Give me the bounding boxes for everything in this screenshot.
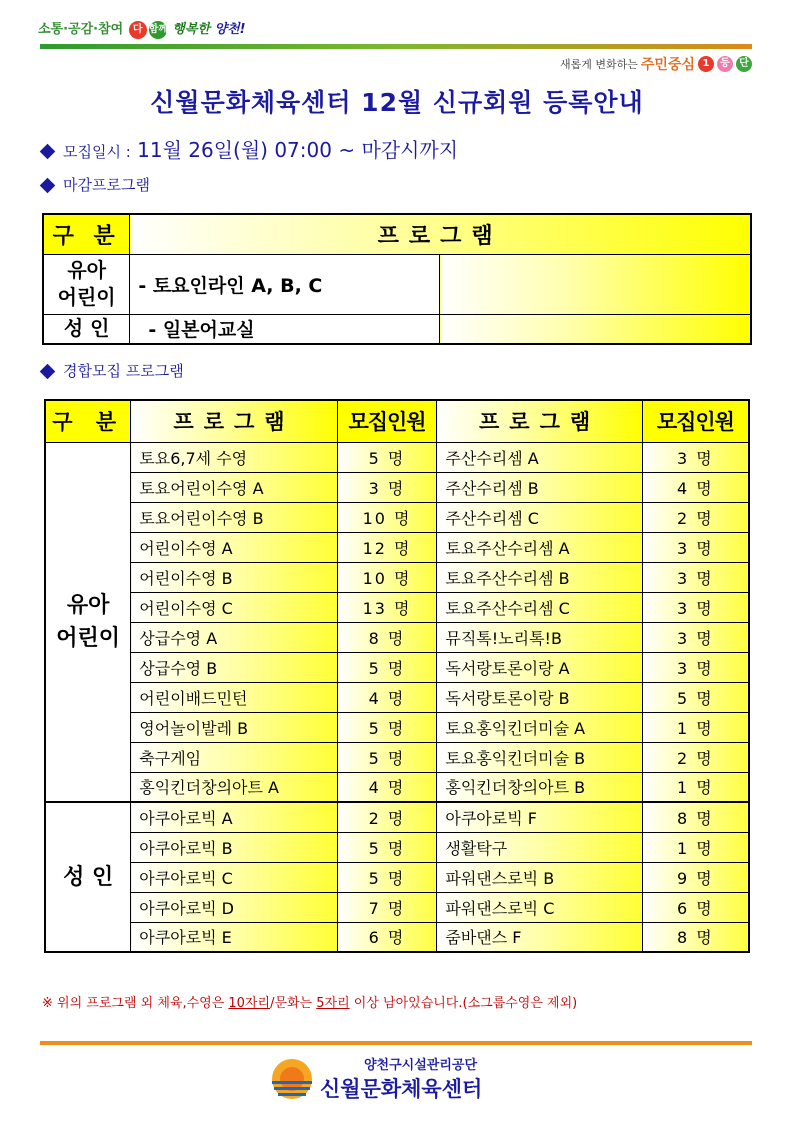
footer-org-name: 양천구시설관리공단	[364, 1058, 478, 1073]
table-row	[45, 652, 749, 682]
count-cell-right: 2 명	[642, 742, 749, 772]
count-cell-right: 3 명	[642, 562, 749, 592]
table-row	[45, 892, 749, 922]
program-cell-right: 토요홍익킨더미술 A	[437, 712, 642, 742]
program-cell-left: 토요6,7세 수영	[131, 442, 337, 472]
table-row	[45, 712, 749, 742]
motto-circle-1: 1	[698, 56, 714, 72]
count-cell-left: 5 명	[337, 832, 437, 862]
count-cell-right: 2 명	[642, 502, 749, 532]
count-cell-left: 5 명	[337, 442, 437, 472]
slogan-badge-da: 다	[129, 21, 147, 39]
count-cell-right: 1 명	[642, 772, 749, 802]
motto-small: 새롭게 변화하는	[560, 58, 638, 71]
footer-logo-block	[270, 1054, 482, 1103]
slogan-end: 양천!	[214, 22, 246, 37]
closed-programs-table	[42, 213, 752, 345]
program-cell-left: 토요어린이수영 B	[131, 502, 337, 532]
compete-programs-label: 경합모집 프로그램	[63, 362, 184, 380]
program-cell-right: 홍익킨더창의아트 B	[437, 772, 642, 802]
count-cell-left: 4 명	[337, 682, 437, 712]
category-line: 성 인	[63, 864, 114, 890]
count-cell-right: 9 명	[642, 862, 749, 892]
program-cell-right: 토요홍익킨더미술 B	[437, 742, 642, 772]
slogan-prefix: 소통·공감·참여	[38, 22, 124, 37]
program-cell-left: 어린이배드민턴	[131, 682, 337, 712]
program-cell-left: 영어놀이발레 B	[131, 712, 337, 742]
count-cell-left: 2 명	[337, 802, 437, 832]
program-cell-left: 아쿠아로빅 E	[131, 922, 337, 952]
recruit-date-value: 11월 26일(월) 07:00 ~ 마감시까지	[137, 138, 459, 162]
category-line: 유아	[67, 258, 106, 282]
count-cell-left: 10 명	[337, 502, 437, 532]
table-row	[45, 772, 749, 802]
category-line: 유아	[66, 592, 110, 618]
program-cell-right: 줌바댄스 F	[437, 922, 642, 952]
count-cell-right: 8 명	[642, 802, 749, 832]
recruit-date-label: 모집일시 :	[63, 143, 131, 161]
count-cell-left: 8 명	[337, 622, 437, 652]
program-cell-right: 독서랑토론이랑 A	[437, 652, 642, 682]
program-cell-left: 어린이수영 A	[131, 532, 337, 562]
program-cell-left: 아쿠아로빅 C	[131, 862, 337, 892]
program-cell-left: 상급수영 B	[131, 652, 337, 682]
table-row	[45, 802, 749, 832]
table-header-row	[43, 214, 751, 254]
table-row	[45, 682, 749, 712]
header-count-right: 모집인원	[642, 400, 749, 442]
category-line: 어린이	[56, 625, 121, 651]
footnote	[42, 992, 577, 1011]
count-cell-left: 3 명	[337, 472, 437, 502]
table-row	[45, 472, 749, 502]
category-line: 어린이	[57, 285, 116, 309]
count-cell-left: 6 명	[337, 922, 437, 952]
footer-rule	[40, 1041, 752, 1045]
count-cell-right: 1 명	[642, 712, 749, 742]
category-cell	[43, 254, 130, 314]
program-cell-right: 파워댄스로빅 C	[437, 892, 642, 922]
header-category: 구 분	[43, 214, 130, 254]
header-slogan	[38, 18, 246, 39]
category-cell: 성 인	[43, 314, 130, 344]
table-header-row	[45, 400, 749, 442]
count-cell-right: 6 명	[642, 892, 749, 922]
footnote-sports-count: 10자리	[228, 996, 271, 1011]
count-cell-left: 13 명	[337, 592, 437, 622]
header-category: 구 분	[45, 400, 131, 442]
program-cell-right: 뮤직톡!노리톡!B	[437, 622, 642, 652]
slogan-badge-hamkke: 함께	[149, 21, 167, 39]
category-cell	[45, 802, 131, 952]
program-cell-left: 토요어린이수영 A	[131, 472, 337, 502]
table-row	[45, 622, 749, 652]
program-cell-right: 토요주산수리셈 A	[437, 532, 642, 562]
program-cell-left: 어린이수영 B	[131, 562, 337, 592]
count-cell-left: 4 명	[337, 772, 437, 802]
table-row	[45, 532, 749, 562]
diamond-bullet-icon	[40, 178, 56, 194]
program-cell-left: 축구게임	[131, 742, 337, 772]
footnote-suffix: 이상 남아있습니다.(소그룹수영은 제외)	[349, 996, 578, 1011]
count-cell-right: 3 명	[642, 622, 749, 652]
program-cell-right: 아쿠아로빅 F	[437, 802, 642, 832]
closed-programs-label: 마감프로그램	[63, 176, 150, 194]
program-cell-right: 주산수리셈 A	[437, 442, 642, 472]
diamond-bullet-icon	[40, 144, 56, 160]
program-cell-left: 어린이수영 C	[131, 592, 337, 622]
program-cell-left: 아쿠아로빅 B	[131, 832, 337, 862]
count-cell-right: 3 명	[642, 442, 749, 472]
motto-circle-3: 단	[736, 56, 752, 72]
count-cell-left: 12 명	[337, 532, 437, 562]
program-cell-right: 토요주산수리셈 B	[437, 562, 642, 592]
motto-big: 주민중심	[640, 57, 695, 73]
table-row	[45, 562, 749, 592]
count-cell-left: 5 명	[337, 742, 437, 772]
slogan-mid: 행복한	[172, 22, 210, 37]
count-cell-right: 3 명	[642, 532, 749, 562]
header-program: 프로그램	[130, 214, 751, 254]
count-cell-left: 10 명	[337, 562, 437, 592]
table-row	[45, 922, 749, 952]
compete-programs-heading	[42, 360, 184, 381]
count-cell-right: 3 명	[642, 592, 749, 622]
header-motto	[560, 54, 752, 74]
header-program-right: 프로그램	[437, 400, 642, 442]
count-cell-left: 5 명	[337, 652, 437, 682]
header-rule	[40, 44, 752, 49]
diamond-bullet-icon	[40, 364, 56, 380]
table-row	[45, 862, 749, 892]
sunrise-logo-icon	[270, 1057, 314, 1101]
program-cell-left: 홍익킨더창의아트 A	[131, 772, 337, 802]
count-cell-left: 5 명	[337, 712, 437, 742]
table-row	[45, 442, 749, 472]
count-cell-right: 1 명	[642, 832, 749, 862]
program-cell: - 토요인라인 A, B, C	[130, 254, 440, 314]
compete-programs-table	[44, 399, 750, 953]
program-cell-left: 아쿠아로빅 A	[131, 802, 337, 832]
table-row	[45, 592, 749, 622]
header-count-left: 모집인원	[337, 400, 437, 442]
footnote-mid: /문화는	[270, 996, 317, 1011]
recruit-date-line	[42, 134, 458, 163]
motto-circle-2: 등	[717, 56, 733, 72]
table-row	[45, 502, 749, 532]
table-row	[43, 314, 751, 344]
header-program-left: 프로그램	[131, 400, 337, 442]
program-cell-right: 주산수리셈 B	[437, 472, 642, 502]
count-cell-left: 7 명	[337, 892, 437, 922]
footnote-culture-count: 5자리	[316, 996, 350, 1011]
blank-cell	[440, 254, 751, 314]
program-cell-left: 아쿠아로빅 D	[131, 892, 337, 922]
count-cell-right: 3 명	[642, 652, 749, 682]
closed-programs-heading	[42, 174, 150, 195]
footnote-prefix: ※ 위의 프로그램 외 체육,수영은	[42, 996, 229, 1011]
count-cell-right: 4 명	[642, 472, 749, 502]
table-row	[45, 832, 749, 862]
program-cell-right: 파워댄스로빅 B	[437, 862, 642, 892]
category-cell	[45, 442, 131, 802]
blank-cell	[440, 314, 751, 344]
program-cell-right: 토요주산수리셈 C	[437, 592, 642, 622]
program-cell-right: 생활탁구	[437, 832, 642, 862]
program-cell-left: 상급수영 A	[131, 622, 337, 652]
footer-center-name: 신월문화체육센터	[320, 1077, 483, 1101]
count-cell-right: 8 명	[642, 922, 749, 952]
table-row	[43, 254, 751, 314]
count-cell-right: 5 명	[642, 682, 749, 712]
count-cell-left: 5 명	[337, 862, 437, 892]
table-row	[45, 742, 749, 772]
program-cell-right: 독서랑토론이랑 B	[437, 682, 642, 712]
page-title: 신월문화체육센터 12월 신규회원 등록안내	[150, 88, 644, 117]
program-cell: - 일본어교실	[130, 314, 440, 344]
program-cell-right: 주산수리셈 C	[437, 502, 642, 532]
